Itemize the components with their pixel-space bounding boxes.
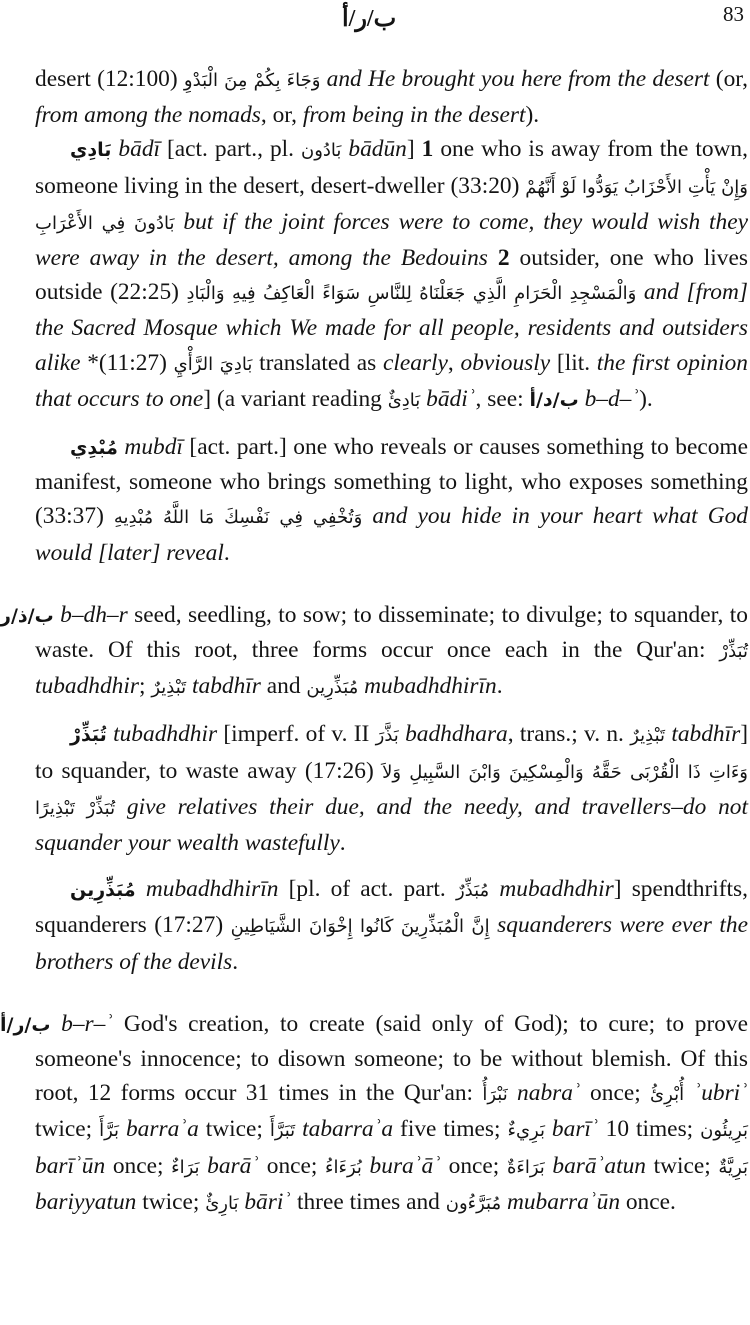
text-run: five times;: [393, 1116, 508, 1143]
arabic-headword: ب/ذ/ر: [0, 604, 54, 627]
translation-run: the first opinion that occurs to one: [35, 349, 749, 412]
root-b-dh-r: [0, 598, 748, 706]
text-run: [lit.: [550, 349, 597, 376]
text-run: and: [260, 673, 307, 700]
arabic-text: بَرِيءٌ: [507, 1120, 545, 1142]
arabic-headword: بَادِي: [70, 139, 112, 162]
sense-number: 2: [497, 245, 510, 272]
text-run: twice;: [35, 1116, 100, 1143]
text-run: once;: [259, 1152, 326, 1179]
translation-run: obviously: [460, 349, 551, 376]
text-run: three times and: [291, 1188, 446, 1215]
dictionary-body: [0, 62, 749, 1233]
translation-run: tubadhdhir: [35, 673, 139, 700]
translation-run: badhdhara: [398, 721, 508, 748]
arabic-text: وَتُخْفِي فِي نَفْسِكَ مَا اللَّهُ مُبْدِيهِ: [113, 507, 363, 529]
arabic-text: بَارِئٌ: [205, 1192, 239, 1214]
text-run: .: [232, 948, 239, 975]
translation-run: barīʾ: [544, 1116, 599, 1143]
text-run: translated as: [252, 349, 383, 376]
paragraph: [35, 62, 748, 132]
text-run: [act. part.] one who reveals or causes something to become manifest, someone who brings something to light, who exposes something (33:37): [35, 434, 749, 530]
translation-run: give relatives their due, and the needy, and travellers–do not squander your wealth wastefully: [35, 793, 748, 857]
translation-run: b–dh–r: [53, 601, 128, 628]
arabic-text: وَجَاءَ بِكُمْ مِنَ الْبَدْوِ: [183, 70, 321, 91]
text-run: , trans.; v. n.: [507, 721, 631, 748]
arabic-text: تَبْذِيرٌ: [151, 677, 187, 699]
arabic-text: وَإِنْ يَأْتِ الأَحْزَابُ يَوَدُّوا لَوْ أَنَّهُمْ بَادُونَ فِي الأَعْرَابِ: [35, 176, 748, 234]
arabic-text: مُبَذِّرٌ: [455, 880, 490, 902]
text-run: outsider, one who lives outside (22:25): [35, 245, 748, 306]
text-run: twice;: [136, 1188, 206, 1215]
arabic-text: بَادُون: [300, 140, 342, 162]
entry-tubadhdhir: [35, 717, 748, 860]
text-run: once.: [620, 1188, 676, 1215]
translation-run: barraʾa: [119, 1116, 199, 1143]
translation-run: bāriʾ: [238, 1188, 292, 1215]
translation-run: mubarraʾūn: [501, 1188, 621, 1215]
page-number: 83: [723, 2, 744, 26]
arabic-text: وَءَاتِ ذَا الْقُرْبَى حَقَّهُ وَالْمِسْكِينَ وَابْنَ السَّبِيلِ وَلاَ تُبَذِّرْ تَبْذِيرًا: [35, 761, 748, 819]
translation-run: squanderers were ever the brothers of the devils: [35, 912, 749, 975]
arabic-text: تُبَذِّرْ: [719, 641, 748, 663]
arabic-headword: مُبَذِّرِين: [70, 879, 136, 902]
arabic-text: بَادِئٌ: [387, 389, 421, 411]
text-run: God's creation, to create (said only of God); to cure; to prove someone's innocence; to disown someone; to be without blemish. Of this root, 12 forms occur 31 times in the Qur'an:: [35, 1010, 749, 1107]
entry-mubadhdhirin: [35, 872, 748, 979]
translation-run: and He brought you here from the desert: [320, 66, 710, 92]
arabic-text: بَذَّرَ: [375, 725, 399, 747]
text-run: once;: [105, 1152, 172, 1179]
arabic-text: بَرِيئُون: [700, 1120, 749, 1142]
arabic-text: تَبْذِيرٌ: [630, 725, 666, 747]
text-run: ] spendthrifts, squanderers (17:27): [35, 876, 748, 939]
entry-badi: [35, 132, 748, 418]
arabic-text: بَرَّأَ: [99, 1120, 120, 1142]
arabic-text: إِنَّ الْمُبَذِّرِينَ كَانُوا إِخْوَانَ الشَّيَاطِينِ: [230, 916, 490, 938]
text-run: .: [223, 539, 230, 566]
translation-run: barāʾ: [199, 1152, 260, 1179]
translation-run: b–r–ʾ: [50, 1010, 114, 1037]
translation-run: tabarraʾa: [295, 1116, 394, 1143]
root-b-r-a: [0, 1007, 749, 1221]
translation-run: bādūn: [341, 136, 407, 163]
translation-run: but if the joint forces were to come, they would wish they were away in the desert, among the Bedouins: [35, 208, 749, 272]
text-run: ).: [639, 385, 653, 412]
arabic-text: وَالْمَسْجِدِ الْحَرَامِ الَّذِي جَعَلْنَاهُ لِلنَّاسِ سَوَاءً الْعَاكِفُ فِيهِ وَالْبَادِ: [186, 283, 637, 305]
arabic-text: بُرَءَاءُ: [325, 1156, 362, 1178]
translation-run: barīʾūn: [35, 1152, 106, 1179]
translation-run: mubdī: [117, 434, 183, 461]
text-run: [imperf. of v. II: [217, 721, 376, 748]
translation-run: bādiʾ: [420, 385, 476, 412]
text-run: twice;: [645, 1152, 719, 1179]
text-run: once;: [580, 1080, 651, 1107]
translation-run: clearly: [382, 349, 448, 376]
text-run: ] (a variant reading: [203, 385, 388, 412]
arabic-text: بَرِيَّةٌ: [718, 1156, 749, 1178]
arabic-headword: ب/د/أ: [529, 388, 579, 411]
text-run: 10 times;: [598, 1116, 701, 1143]
arabic-text: مُبَرَّءُون: [445, 1192, 502, 1214]
arabic-headword: تُبَذِّرْ: [70, 724, 107, 747]
text-run: , or,: [260, 102, 303, 129]
translation-run: bariyyatun: [35, 1188, 137, 1215]
translation-run: from among the nomads: [35, 102, 261, 129]
translation-run: tabdhīr: [665, 721, 741, 748]
text-run: one who is away from the town, someone living in the desert, desert-dweller (33:20): [35, 136, 748, 199]
arabic-text: بَرَاءَةٌ: [506, 1156, 545, 1178]
text-run: *(11:27): [80, 349, 174, 376]
running-head: ب/ر/أ: [342, 6, 397, 32]
translation-run: b–d–ʾ: [578, 385, 640, 412]
arabic-headword: ب/ر/أ: [0, 1013, 51, 1036]
text-run: ;: [138, 673, 152, 700]
text-run: twice;: [198, 1116, 270, 1143]
text-run: .: [339, 830, 346, 857]
sense-number: 1: [421, 136, 434, 163]
translation-run: tabdhīr: [186, 673, 261, 700]
arabic-text: أُبْرِئُ: [650, 1084, 685, 1106]
translation-run: nabraʾ: [507, 1080, 581, 1107]
arabic-text: مُبَذِّرِين: [306, 677, 359, 699]
translation-run: mubadhdhirīn: [135, 876, 279, 903]
text-run: [pl. of act. part.: [278, 876, 456, 903]
arabic-headword: مُبْدِي: [70, 437, 118, 460]
text-run: ] to squander, to waste away (17:26): [35, 721, 749, 784]
text-run: ).: [525, 102, 540, 129]
translation-run: barāʾatun: [544, 1152, 646, 1179]
entry-mubdi: [35, 430, 748, 570]
text-run: seed, seedling, to sow; to disseminate; to divulge; to squander, to waste. Of this root, three forms occur once each in the Qur'an:: [35, 601, 748, 664]
arabic-text: نَبْرَأُ: [482, 1084, 508, 1106]
translation-run: from being in the desert: [302, 102, 526, 129]
arabic-text: تَبَرَّأَ: [269, 1120, 296, 1142]
arabic-text: بَرَاءٌ: [171, 1156, 200, 1178]
translation-run: ʾubriʾ: [684, 1080, 748, 1107]
text-run: (or,: [709, 66, 748, 92]
translation-run: buraʾāʾ: [361, 1152, 442, 1179]
translation-run: mubadhdhirīn: [358, 673, 497, 700]
text-run: , see:: [475, 385, 530, 412]
arabic-text: بَادِيَ الرَّأْيِ: [173, 353, 253, 375]
translation-run: and [from] the Sacred Mosque which We made for all people, residents and outsiders alike: [35, 279, 749, 376]
text-run: desert (12:100): [35, 66, 184, 92]
text-run: [act. part., pl.: [160, 136, 301, 163]
text-run: ,: [447, 349, 461, 376]
text-run: .: [496, 673, 503, 700]
translation-run: bādī: [111, 136, 161, 163]
translation-run: mubadhdhir: [489, 876, 614, 903]
translation-run: and you hide in your heart what God would [later] reveal: [35, 503, 748, 566]
text-run: ]: [406, 136, 422, 163]
translation-run: tubadhdhir: [106, 721, 218, 748]
text-run: once;: [441, 1152, 507, 1179]
